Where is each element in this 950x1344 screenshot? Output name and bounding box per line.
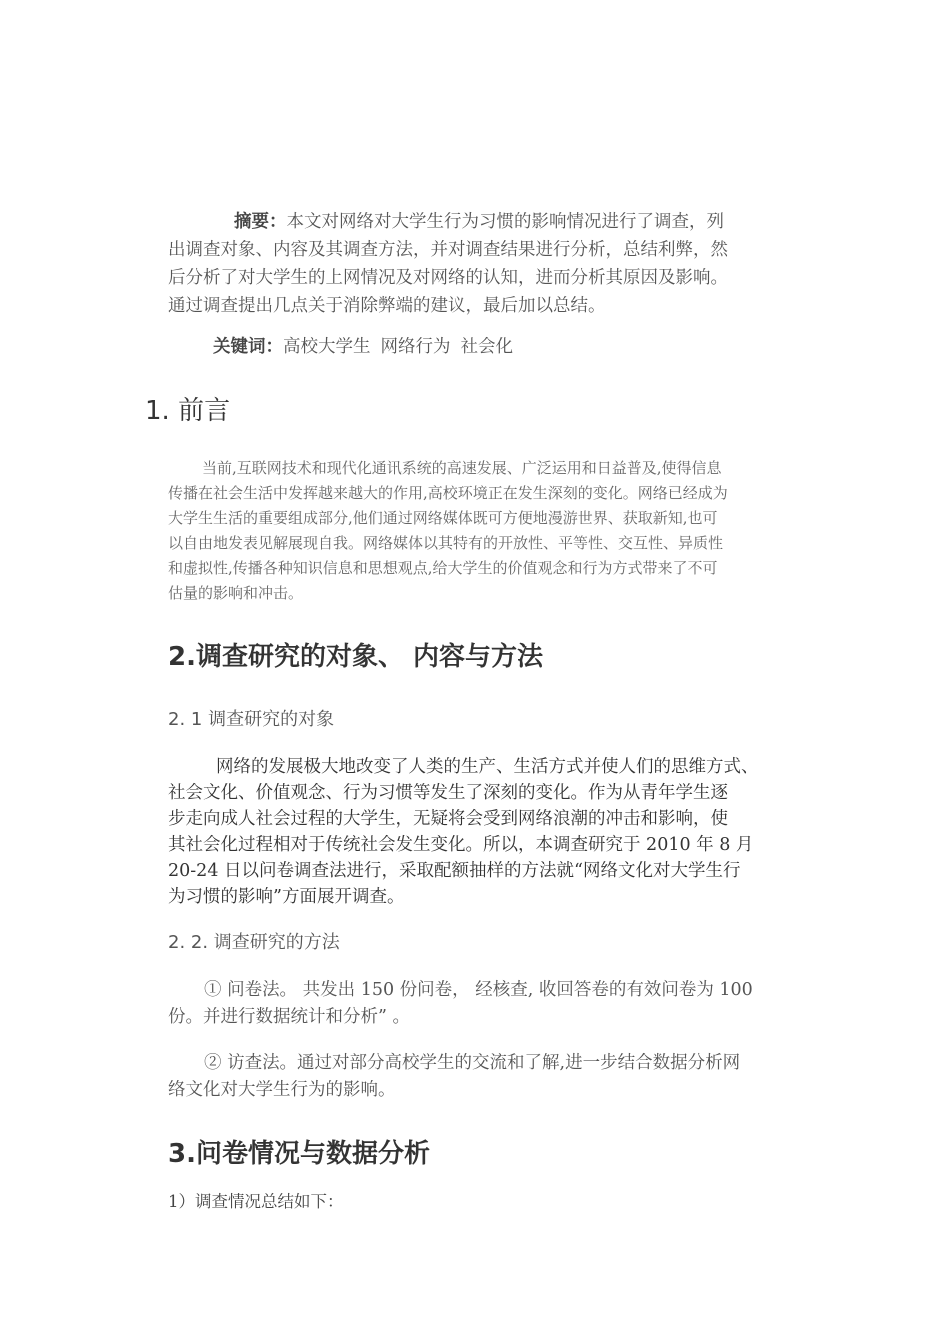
survey-summary-label: 1）调查情况总结如下： bbox=[168, 1192, 344, 1211]
method-interview bbox=[168, 1050, 798, 1104]
keyword: 高校大学生 bbox=[283, 337, 371, 357]
keywords-label: 关键词： bbox=[213, 337, 283, 357]
paragraph-line: 估量的影响和冲击。 bbox=[168, 584, 304, 602]
paragraph-line: 网络的发展极大地改变了人类的生产、生活方式并使人们的思维方式、 bbox=[216, 757, 759, 777]
paragraph-line: 和虚拟性,传播各种知识信息和思想观点,给大学生的价值观念和行为方式带来了不可 bbox=[168, 559, 718, 577]
paragraph-line: 20-24 日以问卷调查法进行，采取配额抽样的方法就“网络文化对大学生行 bbox=[168, 861, 741, 881]
subsection-heading-methods: 2. 2. 调查研究的方法 bbox=[168, 932, 340, 953]
paragraph-line: 传播在社会生活中发挥越来越大的作用,高校环境正在发生深刻的变化。网络已经成为 bbox=[168, 484, 728, 502]
keyword: 社会化 bbox=[460, 337, 513, 357]
paragraph-line: 社会文化、价值观念、行为习惯等发生了深刻的变化。作为从青年学生逐 bbox=[168, 783, 728, 803]
paragraph-line: 为习惯的影响”方面展开调查。 bbox=[168, 887, 405, 907]
abstract-line: 通过调查提出几点关于消除弊端的建议，最后加以总结。 bbox=[168, 296, 606, 316]
keywords bbox=[213, 333, 843, 361]
objects-paragraph bbox=[168, 754, 798, 910]
abstract-label: 摘要： bbox=[234, 212, 287, 232]
method-questionnaire bbox=[168, 977, 798, 1031]
paragraph-line: 份。并进行数据统计和分析” 。 bbox=[168, 1007, 411, 1027]
keyword: 网络行为 bbox=[380, 337, 451, 357]
abstract-line: 本文对网络对大学生行为习惯的影响情况进行了调查，列 bbox=[286, 212, 724, 232]
paragraph-line: 步走向成人社会过程的大学生，无疑将会受到网络浪潮的冲击和影响，使 bbox=[168, 809, 728, 829]
section-heading-methods: 2.调查研究的对象、 内容与方法 bbox=[168, 642, 544, 672]
abstract-line: 出调查对象、内容及其调查方法，并对调查结果进行分析，总结利弊，然 bbox=[168, 240, 728, 260]
section-heading-preface: 1. 前言 bbox=[145, 396, 231, 426]
abstract bbox=[168, 208, 798, 320]
paragraph-line: 当前,互联网技术和现代化通讯系统的高速发展、广泛运用和日益普及,使得信息 bbox=[202, 459, 722, 477]
section-heading-analysis: 3.问卷情况与数据分析 bbox=[168, 1139, 430, 1169]
paragraph-line: ② 访查法。通过对部分高校学生的交流和了解,进一步结合数据分析网 bbox=[204, 1053, 741, 1073]
subsection-heading-objects: 2. 1 调查研究的对象 bbox=[168, 709, 335, 730]
abstract-line: 后分析了对大学生的上网情况及对网络的认知，进而分析其原因及影响。 bbox=[168, 268, 728, 288]
paragraph-line: 其社会化过程相对于传统社会发生变化。所以，本调查研究于 2010 年 8 月 bbox=[168, 835, 754, 855]
paragraph-line: ① 问卷法。 共发出 150 份问卷， 经核查, 收回答卷的有效问卷为 100 bbox=[204, 980, 753, 1000]
preface-paragraph bbox=[168, 456, 798, 606]
paragraph-line: 大学生生活的重要组成部分,他们通过网络媒体既可方便地漫游世界、获取新知,也可 bbox=[168, 509, 718, 527]
paragraph-line: 以自由地发表见解展现自我。网络媒体以其特有的开放性、平等性、交互性、异质性 bbox=[168, 534, 724, 552]
paragraph-line: 络文化对大学生行为的影响。 bbox=[168, 1080, 396, 1100]
